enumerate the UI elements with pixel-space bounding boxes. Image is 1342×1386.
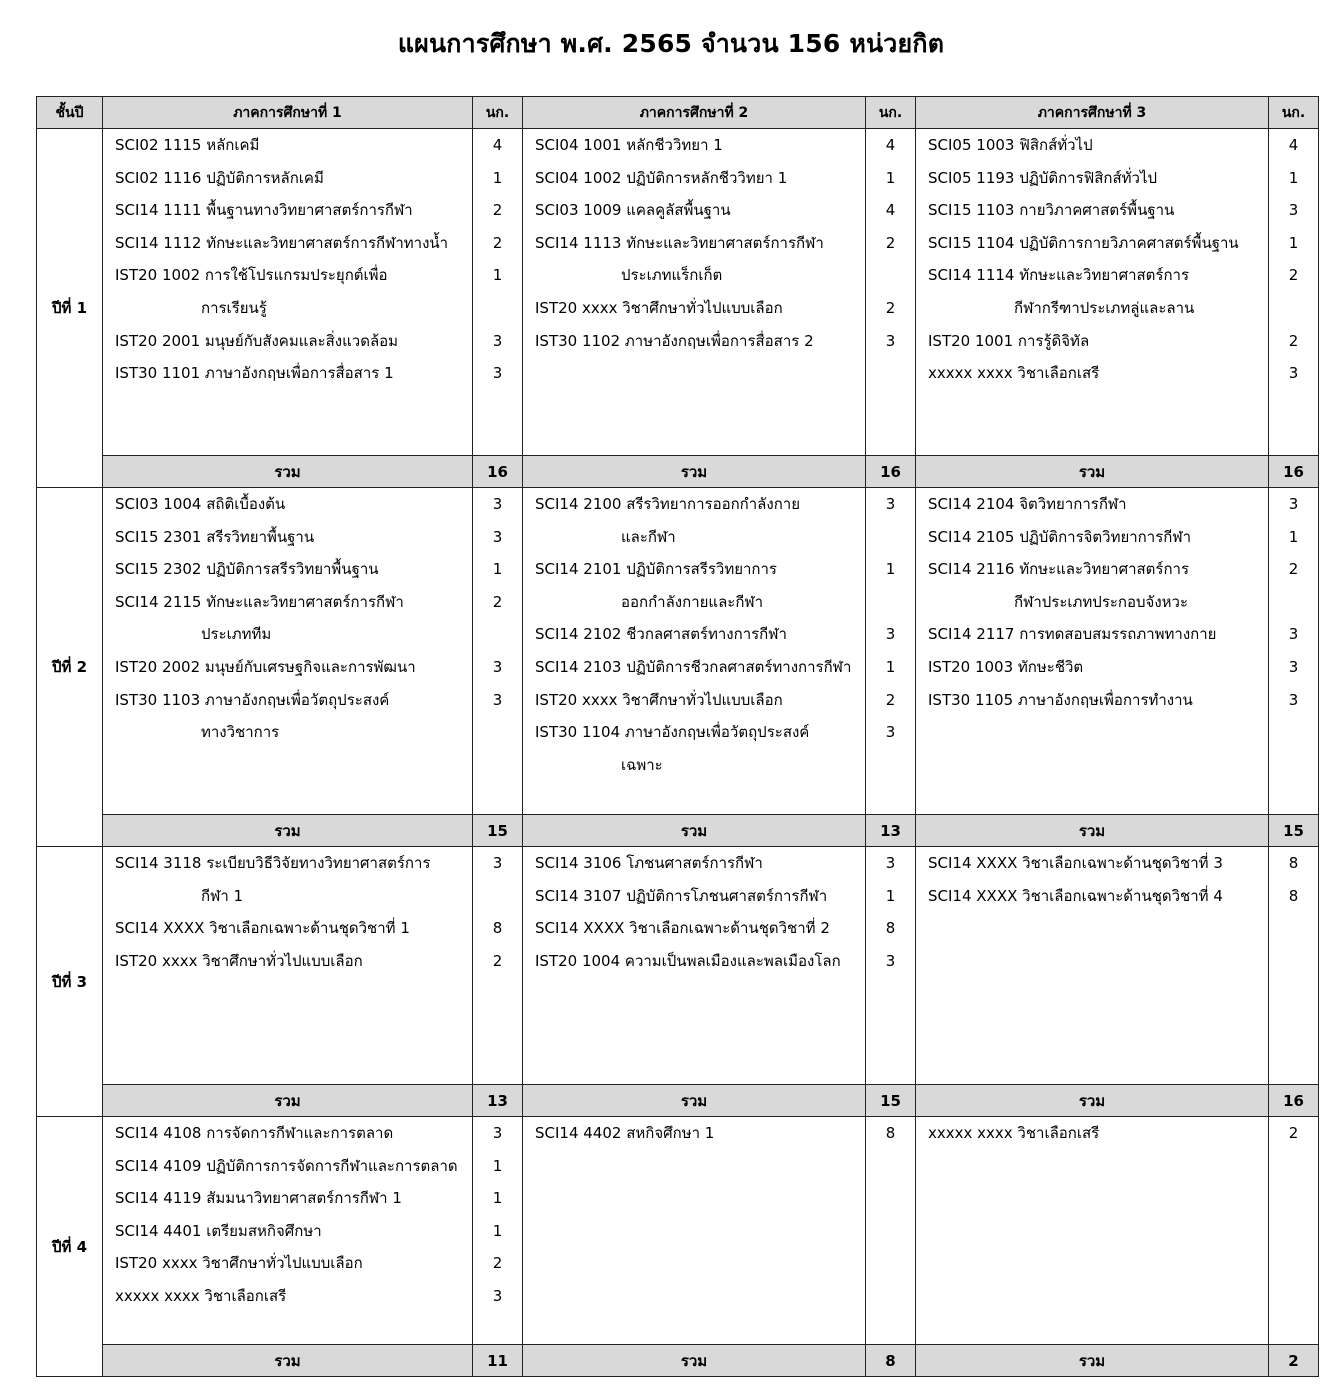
- course-credit: 2: [1288, 331, 1299, 350]
- course-credit: 1: [492, 1189, 503, 1208]
- total-credits: 13: [473, 1085, 523, 1117]
- total-label: รวม: [916, 456, 1269, 488]
- course-credit: 2: [1288, 266, 1299, 285]
- semester-2-courses: [523, 488, 866, 815]
- total-label: รวม: [916, 1085, 1269, 1117]
- course-entry: SCI14 1111 พื้นฐานทางวิทยาศาสตร์การกีฬา: [115, 201, 413, 220]
- total-credits: 15: [473, 815, 523, 847]
- course-credit: 1: [885, 560, 896, 579]
- course-entry: IST30 1102 ภาษาอังกฤษเพื่อการสื่อสาร 2: [535, 331, 814, 350]
- course-entry: SCI14 1114 ทักษะและวิทยาศาสตร์การ: [928, 266, 1190, 285]
- course-entry: SCI14 4402 สหกิจศึกษา 1: [535, 1124, 715, 1142]
- course-entry: IST20 2001 มนุษย์กับสังคมและสิ่งแวดล้อม: [115, 331, 399, 350]
- semester-2-credits: [866, 488, 916, 815]
- course-credit: [866, 749, 915, 782]
- course-entry: SCI03 1004 สถิติเบื้องต้น: [115, 495, 286, 513]
- study-plan-table: [36, 96, 1319, 1377]
- course-entry: SCI05 1193 ปฏิบัติการฟิสิกส์ทั่วไป: [928, 168, 1158, 187]
- course-entry: IST30 1105 ภาษาอังกฤษเพื่อการทำงาน: [928, 690, 1193, 709]
- course-credit: 2: [885, 233, 896, 252]
- course-credit: 3: [1288, 495, 1299, 513]
- course-entry: SCI14 XXXX วิชาเลือกเฉพาะด้านชุดวิชาที่ 3: [928, 854, 1223, 872]
- course-entry: SCI14 4109 ปฏิบัติการการจัดการกีฬาและการตลาด: [115, 1156, 458, 1175]
- course-credit: 3: [492, 690, 503, 709]
- course-credit: 3: [885, 495, 896, 513]
- header-credits-1: นก.: [473, 97, 523, 129]
- course-credit: 3: [1288, 690, 1299, 709]
- total-label: รวม: [916, 815, 1269, 847]
- course-entry: SCI14 1112 ทักษะและวิทยาศาสตร์การกีฬาทางน้ำ: [115, 233, 449, 252]
- course-credit: 1: [492, 266, 503, 285]
- total-label: รวม: [103, 456, 473, 488]
- course-entry: SCI14 4119 สัมมนาวิทยาศาสตร์การกีฬา 1: [115, 1189, 402, 1208]
- course-credit: 3: [885, 625, 896, 644]
- course-entry: SCI15 2301 สรีรวิทยาพื้นฐาน: [115, 527, 315, 546]
- course-name-continuation: การเรียนรู้: [201, 298, 267, 317]
- course-credit: 1: [885, 168, 896, 187]
- semester-1-credits: [473, 1117, 523, 1345]
- course-entry: SCI14 2101 ปฏิบัติการสรีรวิทยาการ: [535, 560, 777, 579]
- course-credit: 1: [492, 560, 503, 579]
- year-row: [37, 129, 1319, 456]
- total-label: รวม: [103, 1085, 473, 1117]
- course-entry: SCI14 2103 ปฏิบัติการชีวกลศาสตร์ทางการกีฬา: [535, 657, 852, 676]
- course-credit: 8: [492, 919, 503, 938]
- course-entry: IST20 xxxx วิชาศึกษาทั่วไปแบบเลือก: [115, 1254, 363, 1273]
- course-credit: 8: [885, 919, 896, 938]
- course-entry: IST20 1001 การรู้ดิจิทัล: [928, 331, 1090, 350]
- course-credit: 4: [492, 136, 503, 154]
- course-credit: [473, 292, 522, 325]
- total-row: [37, 815, 1319, 847]
- course-entry: xxxxx xxxx วิชาเลือกเสรี: [928, 1124, 1100, 1142]
- course-credit: 2: [492, 592, 503, 611]
- total-label: รวม: [916, 1345, 1269, 1377]
- semester-2-credits: [866, 129, 916, 456]
- course-entry: IST30 1104 ภาษาอังกฤษเพื่อวัตถุประสงค์: [535, 723, 810, 742]
- total-credits: 15: [866, 1085, 916, 1117]
- course-entry: SCI02 1115 หลักเคมี: [115, 136, 260, 154]
- course-entry: SCI14 XXXX วิชาเลือกเฉพาะด้านชุดวิชาที่ 2: [535, 919, 830, 938]
- semester-3-courses: [916, 847, 1269, 1085]
- course-credit: [473, 618, 522, 651]
- course-name-continuation: และกีฬา: [621, 527, 676, 546]
- course-entry: SCI02 1116 ปฏิบัติการหลักเคมี: [115, 168, 324, 187]
- total-credits: 16: [1269, 456, 1319, 488]
- course-credit: 3: [492, 331, 503, 350]
- header-semester-3: ภาคการศึกษาที่ 3: [916, 97, 1269, 129]
- course-credit: 1: [885, 657, 896, 676]
- course-entry: IST30 1103 ภาษาอังกฤษเพื่อวัตถุประสงค์: [115, 690, 390, 709]
- course-credit: [1269, 586, 1318, 619]
- course-credit: 3: [492, 1124, 503, 1142]
- course-entry: IST30 1101 ภาษาอังกฤษเพื่อการสื่อสาร 1: [115, 364, 394, 383]
- course-credit: 2: [1288, 1124, 1299, 1142]
- course-credit: 4: [1288, 136, 1299, 154]
- course-credit: 1: [885, 886, 896, 905]
- course-entry: SCI15 1103 กายวิภาคศาสตร์พื้นฐาน: [928, 201, 1175, 220]
- total-credits: 2: [1269, 1345, 1319, 1377]
- course-credit: 3: [885, 723, 896, 742]
- total-credits: 11: [473, 1345, 523, 1377]
- total-label: รวม: [103, 1345, 473, 1377]
- course-name-continuation: เฉพาะ: [621, 755, 663, 774]
- header-credits-3: นก.: [1269, 97, 1319, 129]
- course-entry: SCI04 1002 ปฏิบัติการหลักชีววิทยา 1: [535, 168, 788, 187]
- course-entry: SCI14 2100 สรีรวิทยาการออกกำลังกาย: [535, 495, 800, 513]
- course-entry: SCI03 1009 แคลคูลัสพื้นฐาน: [535, 201, 731, 220]
- total-credits: 13: [866, 815, 916, 847]
- semester-1-courses: [103, 1117, 473, 1345]
- course-name-continuation: กีฬา 1: [201, 886, 244, 905]
- year-row: [37, 488, 1319, 815]
- semester-2-credits: [866, 1117, 916, 1345]
- course-credit: 1: [492, 1156, 503, 1175]
- course-credit: 3: [885, 951, 896, 970]
- course-credit: 2: [492, 951, 503, 970]
- course-credit: 1: [1288, 233, 1299, 252]
- course-credit: 4: [885, 136, 896, 154]
- course-credit: [866, 259, 915, 292]
- course-entry: SCI15 2302 ปฏิบัติการสรีรวิทยาพื้นฐาน: [115, 560, 379, 579]
- course-credit: 3: [492, 1286, 503, 1305]
- header-credits-2: นก.: [866, 97, 916, 129]
- course-credit: [473, 880, 522, 913]
- total-credits: 16: [473, 456, 523, 488]
- course-credit: 8: [1288, 854, 1299, 872]
- course-entry: SCI05 1003 ฟิสิกส์ทั่วไป: [928, 136, 1093, 154]
- course-credit: 2: [492, 233, 503, 252]
- course-credit: [866, 521, 915, 554]
- total-label: รวม: [523, 815, 866, 847]
- course-credit: 3: [885, 331, 896, 350]
- semester-2-courses: [523, 129, 866, 456]
- course-credit: 1: [492, 168, 503, 187]
- course-credit: [473, 716, 522, 749]
- course-entry: SCI14 3118 ระเบียบวิธีวิจัยทางวิทยาศาสตร์การ: [115, 854, 431, 872]
- plan-body: [37, 129, 1319, 1377]
- semester-3-courses: [916, 129, 1269, 456]
- course-credit: 2: [1288, 560, 1299, 579]
- year-label: ปีที่ 4: [37, 1117, 103, 1377]
- course-name-continuation: กีฬากรีฑาประเภทลู่และลาน: [1014, 298, 1195, 317]
- course-entry: SCI14 1113 ทักษะและวิทยาศาสตร์การกีฬา: [535, 233, 824, 252]
- year-label: ปีที่ 2: [37, 488, 103, 847]
- semester-1-courses: [103, 488, 473, 815]
- course-credit: 1: [1288, 527, 1299, 546]
- semester-3-credits: [1269, 847, 1319, 1085]
- total-row: [37, 1085, 1319, 1117]
- course-name-continuation: ออกกำลังกายและกีฬา: [621, 592, 764, 611]
- course-credit: 3: [1288, 625, 1299, 644]
- course-entry: SCI14 2102 ชีวกลศาสตร์ทางการกีฬา: [535, 625, 787, 644]
- course-credit: 2: [492, 1254, 503, 1273]
- course-entry: IST20 2002 มนุษย์กับเศรษฐกิจและการพัฒนา: [115, 657, 416, 676]
- course-credit: [866, 586, 915, 619]
- header-semester-2: ภาคการศึกษาที่ 2: [523, 97, 866, 129]
- course-entry: IST20 xxxx วิชาศึกษาทั่วไปแบบเลือก: [535, 690, 783, 709]
- course-entry: SCI14 2116 ทักษะและวิทยาศาสตร์การ: [928, 560, 1190, 579]
- course-credit: 2: [885, 298, 896, 317]
- semester-2-courses: [523, 847, 866, 1085]
- year-row: [37, 1117, 1319, 1345]
- semester-1-courses: [103, 847, 473, 1085]
- total-credits: 8: [866, 1345, 916, 1377]
- total-label: รวม: [523, 1085, 866, 1117]
- total-credits: 16: [866, 456, 916, 488]
- course-credit: 8: [885, 1124, 896, 1142]
- semester-1-credits: [473, 488, 523, 815]
- course-credit: 1: [1288, 168, 1299, 187]
- semester-1-courses: [103, 129, 473, 456]
- total-credits: 16: [1269, 1085, 1319, 1117]
- course-credit: 4: [885, 201, 896, 220]
- course-entry: SCI14 3106 โภชนศาสตร์การกีฬา: [535, 854, 763, 872]
- course-entry: IST20 xxxx วิชาศึกษาทั่วไปแบบเลือก: [115, 951, 363, 970]
- course-entry: SCI14 3107 ปฏิบัติการโภชนศาสตร์การกีฬา: [535, 886, 828, 905]
- course-credit: 3: [1288, 364, 1299, 383]
- semester-2-courses: [523, 1117, 866, 1345]
- course-credit: [1269, 292, 1318, 325]
- header-semester-1: ภาคการศึกษาที่ 1: [103, 97, 473, 129]
- total-credits: 15: [1269, 815, 1319, 847]
- course-credit: 3: [1288, 201, 1299, 220]
- course-entry: SCI14 XXXX วิชาเลือกเฉพาะด้านชุดวิชาที่ 4: [928, 886, 1223, 905]
- course-credit: 3: [492, 527, 503, 546]
- course-credit: 1: [492, 1221, 503, 1240]
- course-entry: xxxxx xxxx วิชาเลือกเสรี: [928, 364, 1100, 383]
- course-credit: 3: [885, 854, 896, 872]
- course-entry: xxxxx xxxx วิชาเลือกเสรี: [115, 1286, 287, 1305]
- course-entry: SCI14 2104 จิตวิทยาการกีฬา: [928, 495, 1127, 513]
- total-row: [37, 1345, 1319, 1377]
- semester-3-courses: [916, 1117, 1269, 1345]
- semester-3-credits: [1269, 1117, 1319, 1345]
- total-label: รวม: [103, 815, 473, 847]
- course-credit: 8: [1288, 886, 1299, 905]
- header-row: [37, 97, 1319, 129]
- header-year: ชั้นปี: [37, 97, 103, 129]
- semester-3-courses: [916, 488, 1269, 815]
- total-label: รวม: [523, 1345, 866, 1377]
- course-credit: 3: [492, 854, 503, 872]
- course-credit: 3: [492, 657, 503, 676]
- course-entry: SCI14 XXXX วิชาเลือกเฉพาะด้านชุดวิชาที่ 1: [115, 919, 410, 938]
- course-name-continuation: ประเภททีม: [201, 625, 272, 644]
- course-entry: IST20 1003 ทักษะชีวิต: [928, 657, 1084, 676]
- course-credit: 3: [492, 364, 503, 383]
- semester-3-credits: [1269, 488, 1319, 815]
- course-credit: 2: [885, 690, 896, 709]
- course-entry: SCI14 2105 ปฏิบัติการจิตวิทยาการกีฬา: [928, 527, 1192, 546]
- year-row: [37, 847, 1319, 1085]
- total-row: [37, 456, 1319, 488]
- course-name-continuation: ประเภทแร็กเก็ต: [621, 266, 723, 285]
- course-credit: 2: [492, 201, 503, 220]
- course-credit: 3: [492, 495, 503, 513]
- course-entry: SCI15 1104 ปฏิบัติการกายวิภาคศาสตร์พื้นฐาน: [928, 233, 1239, 252]
- total-label: รวม: [523, 456, 866, 488]
- semester-3-credits: [1269, 129, 1319, 456]
- year-label: ปีที่ 3: [37, 847, 103, 1117]
- course-entry: SCI04 1001 หลักชีววิทยา 1: [535, 136, 723, 154]
- course-entry: IST20 xxxx วิชาศึกษาทั่วไปแบบเลือก: [535, 298, 783, 317]
- course-entry: IST20 1004 ความเป็นพลเมืองและพลเมืองโลก: [535, 951, 841, 970]
- course-entry: SCI14 2115 ทักษะและวิทยาศาสตร์การกีฬา: [115, 592, 404, 611]
- course-entry: SCI14 4108 การจัดการกีฬาและการตลาด: [115, 1124, 394, 1142]
- page-title: แผนการศึกษา พ.ศ. 2565 จำนวน 156 หน่วยกิต: [397, 29, 945, 58]
- course-credit: 3: [1288, 657, 1299, 676]
- course-entry: SCI14 2117 การทดสอบสมรรถภาพทางกาย: [928, 625, 1217, 644]
- course-entry: SCI14 4401 เตรียมสหกิจศึกษา: [115, 1221, 322, 1240]
- semester-2-credits: [866, 847, 916, 1085]
- course-name-continuation: ทางวิชาการ: [201, 723, 280, 742]
- year-label: ปีที่ 1: [37, 129, 103, 488]
- course-name-continuation: กีฬาประเภทประกอบจังหวะ: [1014, 592, 1189, 611]
- semester-1-credits: [473, 129, 523, 456]
- semester-1-credits: [473, 847, 523, 1085]
- course-entry: IST20 1002 การใช้โปรแกรมประยุกต์เพื่อ: [115, 266, 388, 285]
